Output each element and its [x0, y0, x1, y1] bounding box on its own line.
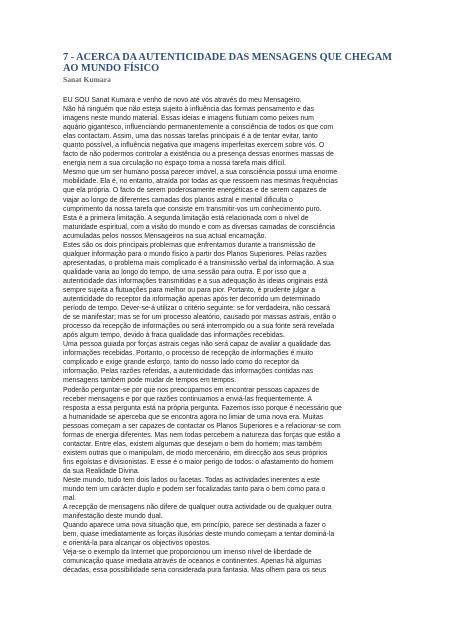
body-line: Não há ninguém que não esteja sujeito à influência das formas pensamento e das [63, 106, 314, 114]
body-line: maturidade espiritual, com a visão do mundo e com as diversas camadas de consciência [63, 223, 335, 231]
body-line: viajar ao longo de diferentes camadas dos planos astral e mental dificulta o [63, 196, 293, 204]
body-line: receber mensagens e por que razões continuamos a enviá-las frequentemente. A [63, 395, 312, 403]
body-line: Uma pessoa guiada por forças astrais cegas não será capaz de avaliar a qualidade das [63, 341, 331, 349]
body-line: informações recebidas. Portanto, o processo de recepção de informações é muito [63, 350, 314, 358]
body-line: mal. [63, 495, 77, 503]
body-line: energia nem a sua circulação no espaço torna a nossa tarefa mais difícil. [63, 160, 286, 168]
body-line: décadas, essa possibilidade seria considerada pura fantasia. Mas olhem para os seus [63, 567, 327, 575]
body-line: e orientá-la para alcançar os objectivos opostos. [63, 540, 211, 548]
body-line: mensagens também pode mudar de tempos em tempos. [63, 377, 237, 385]
body-line: informação. Pelas razões referidas, a autenticidade das informações contidas nas [63, 368, 314, 376]
body-line: EU SOU Sanat Kumara e venho de novo até vós através do meu Mensageiro. [63, 97, 302, 104]
body-line: cumprimento da nossa tarefa que consiste em transmitir-vos um conhecimento puro. [63, 205, 322, 213]
body-line: aquário gigantesco, influenciando permanentemente a consciência de todos os que com [63, 124, 334, 132]
body-line: acumuladas pelos nossos Mensageiros na sua actual encarnação. [63, 232, 267, 240]
body-line: autenticidade das informações transmitidas e a sua adequação às ideias originais está [63, 277, 328, 285]
body-line: pessoas começam a ser capazes de contactar os Planos Superiores e a relacionar-se com [63, 422, 341, 430]
body-line: Mesmo que um ser humano possa parecer imóvel, a sua consciência possui uma enorme [63, 169, 338, 177]
body-line: autenticidade do receptor da informação apenas após ter decorrido um determinado [63, 296, 321, 304]
body-line: Poderão perguntar-se por que nos preocupamos em encontrar pessoas capazes de [63, 386, 320, 394]
body-line: complicado e exige grande esforço, tanto do nosso lado como do receptor da [63, 359, 299, 367]
body-line: mundo tem um carácter duplo e podem ser focalizadas tanto para o bem como para o [63, 486, 326, 494]
document-body [63, 96, 403, 575]
body-line: Esta é a primeira limitação. A segunda limitação está relacionada com o nível de [63, 214, 309, 222]
body-line: Veja-se o exemplo da Internet que proporcionou um imenso nível de liberdade de [63, 549, 312, 557]
body-line: após algum tempo, devido à fraca qualidade das informações recebidas. [63, 332, 285, 340]
body-line: Neste mundo, tudo tem dois lados ou facetas. Todas as actividades inerentes a este [63, 476, 320, 484]
body-line: A recepção de mensagens não difere de qualquer outra actividade ou de qualquer outra [63, 504, 332, 512]
body-line: qualquer informação para o mundo físico a partir dos Planos Superiores. Pelas razões [63, 250, 327, 258]
body-line: elas contactam. Assim, uma das nossas tarefas principais é a de tentar evitar, tanto [63, 133, 318, 141]
body-line: manifestação deste mundo dual. [63, 513, 163, 521]
body-line: que ela própria. O facto de serem poderosamente energéticas e de serem capazes de [63, 187, 327, 195]
body-line: formas de energia diferentes. Mas nem todas percebem a natureza das forças que estão a [63, 431, 341, 439]
body-line: quanto possível, a influência negativa que imagens imperfeitas exercem sobre vós. O [63, 142, 325, 150]
document-author: Sanat Kumara [63, 75, 111, 84]
body-line: mobilidade. Ela é, no entanto, atraída por todas as que ressoem nas mesmas frequências [63, 178, 338, 186]
body-line: a humanidade se aperceba que se encontra agora no limiar de uma nova era. Muitas [63, 413, 324, 421]
body-line: fins egoístas e divisionistas. E esse é o maior perigo de todos: o afastamento do homem [63, 458, 334, 466]
body-line: Quando aparece uma nova situação que, em princípio, parece ser destinada a fazer o [63, 522, 326, 530]
body-line: da sua Realidade Divina. [63, 467, 140, 475]
body-line: período de tempo. Dever-se-á utilizar o critério seguinte: se for verdadeira, não cessará [63, 305, 330, 313]
body-line: apresentadas, o problema mais complicado é a transmissão verbal da informação. A sua [63, 259, 334, 267]
body-line: comunicação quase imediata através de oceanos e continentes. Apenas há algumas [63, 558, 322, 566]
body-line: Estes são os dois principais problemas que enfrentamos durante a transmissão de [63, 241, 316, 249]
document-title: 7 - ACERCA DA AUTENTICIDADE DAS MENSAGENS QUE CHEGAM AO MUNDO FÍSICO [63, 52, 392, 74]
body-line: facto de não podermos controlar a existência ou a presença dessas enormes massas de [63, 151, 334, 159]
body-line: processo da recepção de informações ou será interrompido ou a sua fonte será revelada [63, 323, 335, 331]
body-line: existem outras que o manipulam, de modo mercenário, em direcção aos seus próprios [63, 449, 328, 457]
body-line: qualidade varia ao longo do tempo, de uma sessão para outra. É por isso que a [63, 268, 307, 276]
body-line: contactar. Entre elas, existem algumas que desejam o bem do homem; mas também [63, 440, 322, 448]
body-line: imagens neste mundo material. Essas ideias e imagens flutuam como peixes num [63, 115, 314, 123]
body-line: de se manifestar; mas se for um processo aleatório, causado por massas astrais, então o [63, 314, 337, 322]
body-line: resposta a essa pergunta está na própria pergunta. Fazemos isso porque é necessário que [63, 404, 342, 412]
body-line: sempre sujeita a flutuações para melhor ou para pior. Portanto, é prudente julgar a [63, 286, 316, 294]
body-line: bem, quase imediatamente as forças ilusórias deste mundo começam a tentar dominá-la [63, 531, 335, 539]
